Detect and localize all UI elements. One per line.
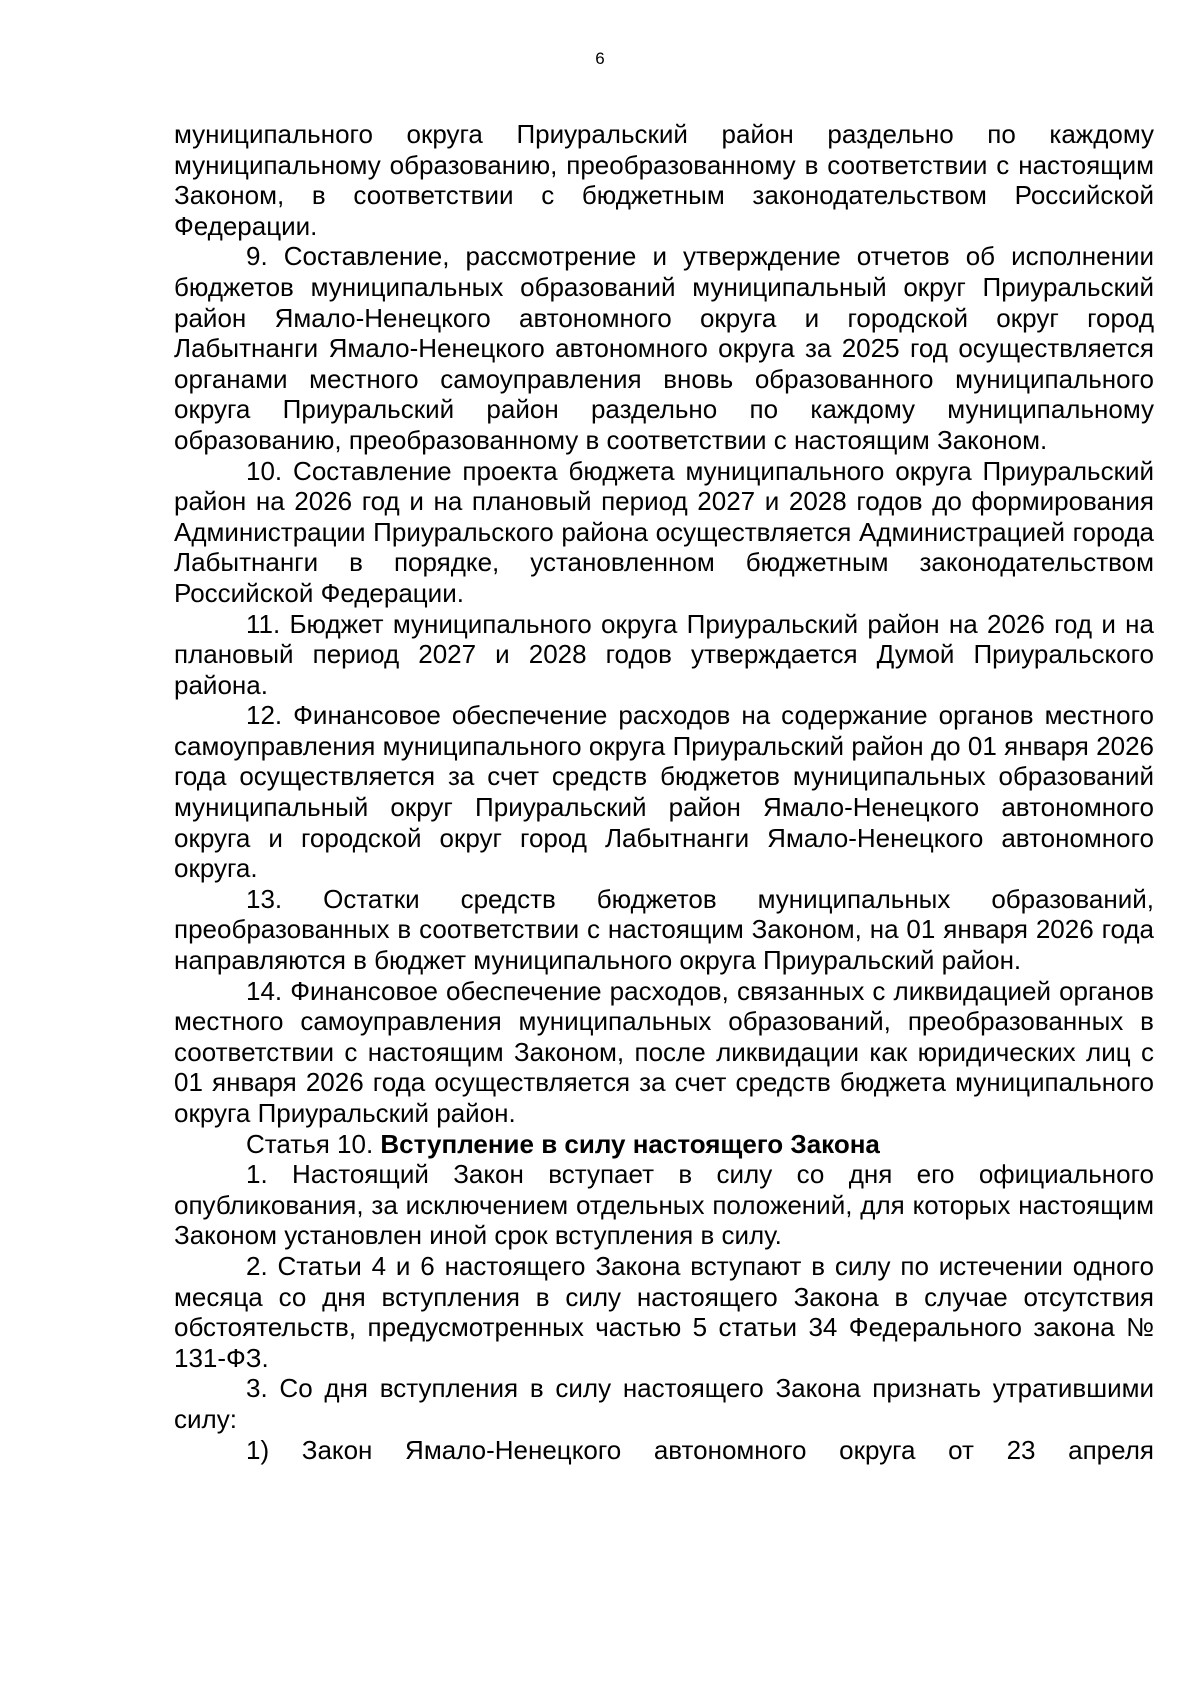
article-paragraph-1: 1. Настоящий Закон вступает в силу со дня его официального опубликования, за исключением отдельных положений, для которых настоящим Законом установлен иной срок вступления в силу.: [174, 1159, 1154, 1251]
article-paragraph-3: 3. Со дня вступления в силу настоящего Закона признать утратившими силу:: [174, 1373, 1154, 1434]
article-subitem-1: 1) Закон Ямало-Ненецкого автономного округа от 23 апреля: [246, 1434, 1154, 1465]
article-title: Вступление в силу настоящего Закона: [380, 1128, 880, 1159]
paragraph-item-11: 11. Бюджет муниципального округа Приуральский район на 2026 год и на плановый период 2027 и 2028 годов утверждается Думой Приуральского района.: [174, 608, 1154, 700]
paragraph-item-10: 10. Составление проекта бюджета муниципального округа Приуральский район на 2026 год и на плановый период 2027 и 2028 годов до формирования Администрации Приуральского района осуществляется Администрацией города Лабытнанги в порядке, установленном бюджетным законодательством Российской Федерации.: [174, 455, 1154, 608]
article-number: Статья 10.: [246, 1128, 381, 1159]
article-paragraph-2: 2. Статьи 4 и 6 настоящего Закона вступают в силу по истечении одного месяца со дня вступления в силу настоящего Закона в случае отсутствия обстоятельств, предусмотренных частью 5 статьи 34 Федерального закона № 131-ФЗ.: [174, 1250, 1154, 1373]
paragraph-item-9: 9. Составление, рассмотрение и утверждение отчетов об исполнении бюджетов муниципальных образований муниципальный округ Приуральский район Ямало-Ненецкого автономного округа и городской округ город Лабытнанги Ямало-Ненецкого автономного округа за 2025 год осуществляется органами местного самоуправления вновь образованного муниципального округа Приуральский район раздельно по каждому муниципальному образованию, преобразованному в соответствии с настоящим Законом.: [174, 241, 1154, 455]
paragraph-item-12: 12. Финансовое обеспечение расходов на содержание органов местного самоуправления муниципального округа Приуральский район до 01 января 2026 года осуществляется за счет средств бюджетов муниципальных образований муниципальный округ Приуральский район Ямало-Ненецкого автономного округа и городской округ город Лабытнанги Ямало-Ненецкого автономного округа.: [174, 700, 1154, 884]
paragraph-continuation: муниципального округа Приуральский район раздельно по каждому муниципальному образованию, преобразованному в соответствии с настоящим Законом, в соответствии с бюджетным законодательством Российской Федерации.: [174, 119, 1154, 241]
page-number: 6: [595, 49, 605, 68]
paragraph-item-14: 14. Финансовое обеспечение расходов, связанных с ликвидацией органов местного самоуправления муниципальных образований, преобразованных в соответствии с настоящим Законом, после ликвидации как юридических лиц с 01 января 2026 года осуществляется за счет средств бюджета муниципального округа Приуральский район.: [174, 975, 1154, 1128]
article-heading: [174, 1129, 1154, 1160]
document-body: [174, 119, 1154, 1465]
paragraph-item-13: 13. Остатки средств бюджетов муниципальных образований, преобразованных в соответствии с настоящим Законом, на 01 января 2026 года направляются в бюджет муниципального округа Приуральский район.: [174, 883, 1154, 976]
